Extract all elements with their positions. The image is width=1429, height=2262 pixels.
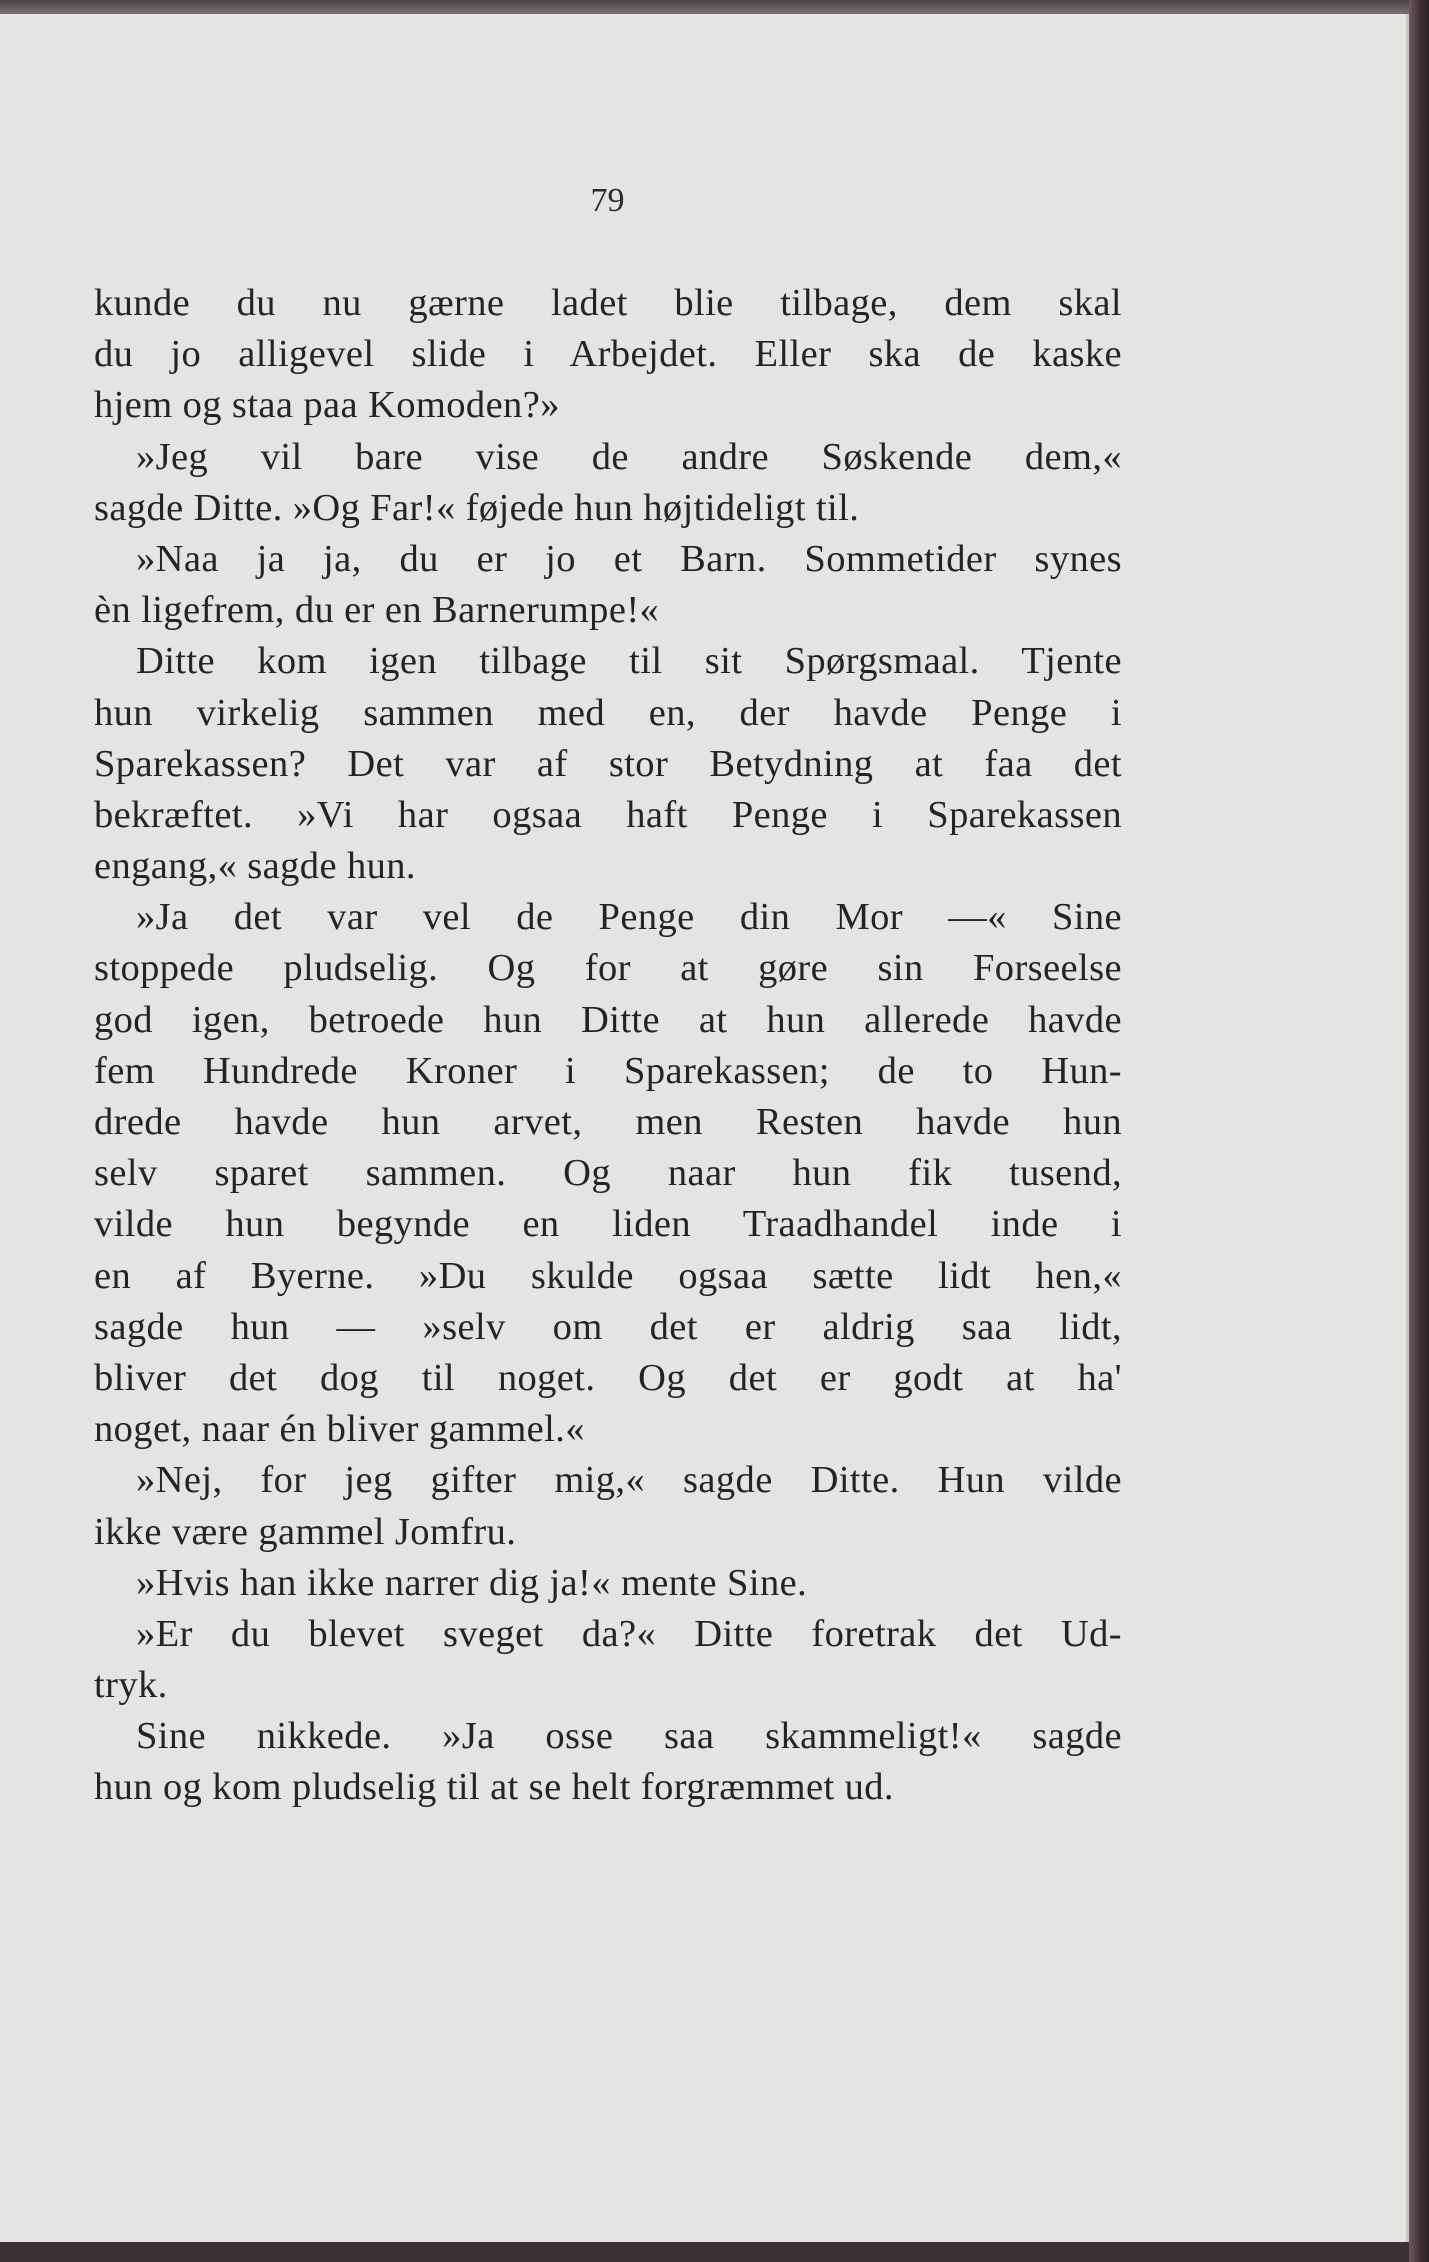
text-line: »Jeg vil bare vise de andre Søskende dem,«: [136, 435, 1122, 478]
text-line: »Hvis han ikke narrer dig ja!« mente Sine.: [136, 1561, 808, 1604]
text-line: ikke være gammel Jomfru.: [94, 1510, 517, 1553]
text-line: »Ja det var vel de Penge din Mor —« Sine: [136, 896, 1122, 939]
text-line: sagde hun — »selv om det er aldrig saa lidt,: [94, 1305, 1122, 1348]
scan-top-shadow: [0, 0, 1409, 14]
text-line: du jo alligevel slide i Arbejdet. Eller ska de kaske: [94, 333, 1122, 376]
book-page: [0, 14, 1409, 2242]
text-line: sagde Ditte. »Og Far!« føjede hun højtideligt til.: [94, 486, 860, 529]
text-line: hjem og staa paa Komoden?»: [94, 384, 560, 427]
page-body-text: [94, 278, 1122, 1814]
text-line: vilde hun begynde en liden Traadhandel inde i: [94, 1203, 1122, 1246]
text-line: engang,« sagde hun.: [94, 845, 416, 888]
text-line: stoppede pludselig. Og for at gøre sin Forseelse: [94, 947, 1122, 990]
text-line: »Er du blevet sveget da?« Ditte foretrak det Ud-: [136, 1612, 1122, 1655]
page-number: 79: [590, 182, 625, 219]
text-line: fem Hundrede Kroner i Sparekassen; de to Hun-: [94, 1049, 1122, 1092]
text-line: noget, naar én bliver gammel.«: [94, 1408, 585, 1451]
text-line: selv sparet sammen. Og naar hun fik tusend,: [94, 1152, 1122, 1195]
text-line: èn ligefrem, du er en Barnerumpe!«: [94, 589, 660, 632]
text-line: bekræftet. »Vi har ogsaa haft Penge i Sparekassen: [94, 793, 1122, 836]
book-spine-edge: [1409, 0, 1429, 2262]
text-line: bliver det dog til noget. Og det er godt at ha': [94, 1356, 1122, 1399]
text-line: Ditte kom igen tilbage til sit Spørgsmaal. Tjente: [136, 640, 1122, 683]
text-line: drede havde hun arvet, men Resten havde hun: [94, 1101, 1122, 1143]
text-line: hun virkelig sammen med en, der havde Penge i: [94, 691, 1122, 734]
text-line: »Naa ja ja, du er jo et Barn. Sommetider synes: [136, 537, 1122, 580]
text-line: god igen, betroede hun Ditte at hun allerede havde: [94, 998, 1122, 1041]
text-line: »Nej, for jeg gifter mig,« sagde Ditte. Hun vilde: [136, 1459, 1122, 1502]
text-line: en af Byerne. »Du skulde ogsaa sætte lidt hen,«: [94, 1254, 1122, 1297]
text-line: hun og kom pludselig til at se helt forgræmmet ud.: [94, 1766, 894, 1809]
text-line: Sparekassen? Det var af stor Betydning at faa det: [94, 742, 1122, 785]
text-line: kunde du nu gærne ladet blie tilbage, dem skal: [94, 282, 1122, 324]
text-line: Sine nikkede. »Ja osse saa skammeligt!« sagde: [136, 1715, 1122, 1758]
text-line: tryk.: [94, 1664, 168, 1707]
